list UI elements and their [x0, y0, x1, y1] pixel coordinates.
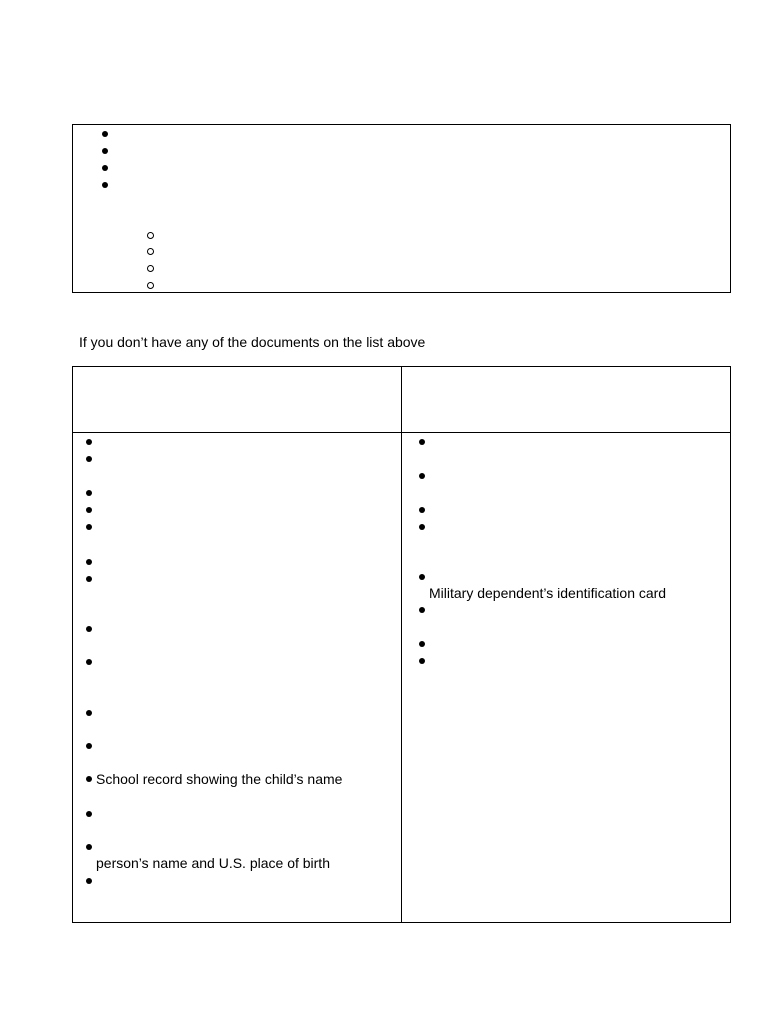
left-list-bullet-school — [86, 771, 92, 787]
left-list-bullet-1 — [86, 434, 92, 450]
left-list-bullet-9 — [86, 654, 92, 670]
right-list-bullet-3 — [419, 502, 425, 518]
right-list-bullet-4 — [419, 519, 425, 535]
primary-list-bullet-3 — [102, 160, 108, 176]
left-list-bullet-3 — [86, 485, 92, 501]
table-column-divider — [401, 366, 402, 923]
right-list-bullet-6 — [419, 602, 425, 618]
left-list-bullet-14 — [86, 839, 92, 855]
left-list-bullet-11 — [86, 738, 92, 754]
sublist-bullet-3 — [147, 265, 154, 272]
left-list-bullet-6 — [86, 554, 92, 570]
primary-list-bullet-4 — [102, 177, 108, 193]
left-list-bullet-13 — [86, 806, 92, 822]
right-list-bullet-1 — [419, 434, 425, 450]
right-list-bullet-2 — [419, 468, 425, 484]
primary-list-bullet-2 — [102, 143, 108, 159]
sublist-bullet-2 — [147, 248, 154, 255]
left-list-bullet-5 — [86, 519, 92, 535]
primary-list-bullet-1 — [102, 126, 108, 142]
table-header-divider — [72, 432, 731, 433]
intro-text: If you don’t have any of the documents on the list above — [79, 334, 426, 350]
sublist-bullet-1 — [147, 232, 154, 239]
left-list-bullet-4 — [86, 502, 92, 518]
right-list-bullet-7 — [419, 636, 425, 652]
primary-documents-box — [72, 124, 731, 293]
left-list-item-birth-place: person’s name and U.S. place of birth — [96, 855, 330, 871]
left-list-bullet-10 — [86, 705, 92, 721]
sublist-bullet-4 — [147, 282, 154, 289]
right-list-bullet-8 — [419, 653, 425, 669]
left-list-item-school-record: School record showing the child’s name — [96, 771, 343, 787]
left-list-bullet-7 — [86, 571, 92, 587]
left-list-bullet-15 — [86, 873, 92, 889]
right-list-bullet-5 — [419, 569, 425, 585]
left-list-bullet-2 — [86, 451, 92, 467]
right-list-item-military-id: Military dependent’s identification card — [429, 585, 667, 601]
left-list-bullet-8 — [86, 621, 92, 637]
